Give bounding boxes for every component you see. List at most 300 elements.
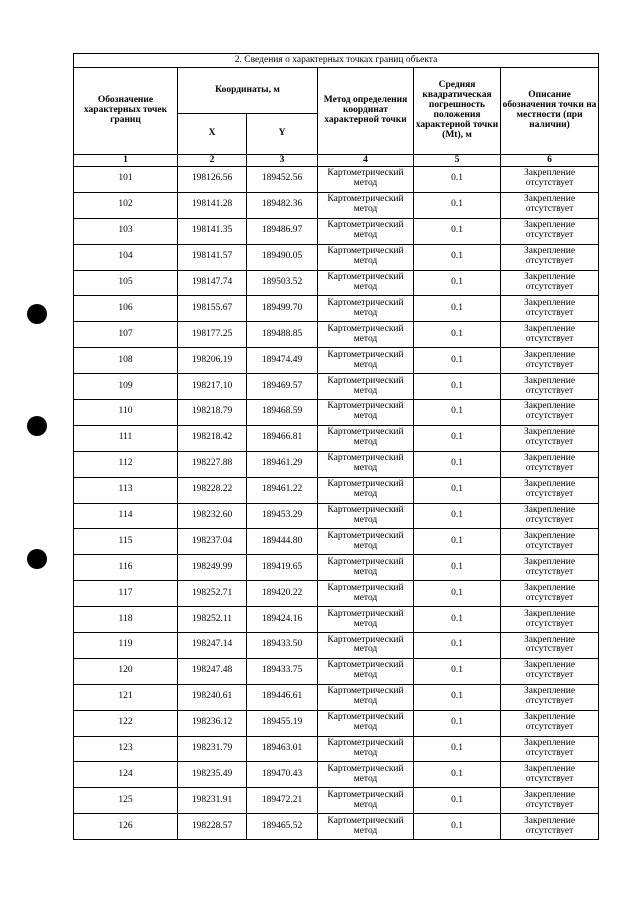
error-value: 0.1: [414, 814, 501, 840]
point-number: 125: [74, 788, 178, 814]
description-line: Закрепление: [524, 789, 576, 800]
header-designation: Обозначение характерных точек границ: [74, 68, 178, 155]
point-number: 107: [74, 322, 178, 348]
coord-y: 189466.81: [247, 425, 318, 451]
coord-y: 189486.97: [247, 218, 318, 244]
description-line: Закрепление: [524, 634, 576, 645]
coord-y: 189472.21: [247, 788, 318, 814]
point-number: 115: [74, 529, 178, 555]
description-line: отсутствует: [525, 515, 574, 526]
table-row: [74, 529, 599, 555]
description-line: отсутствует: [525, 748, 574, 759]
coord-y: 189419.65: [247, 555, 318, 581]
error-value: 0.1: [414, 425, 501, 451]
description-cell: [501, 296, 599, 322]
description-cell: [501, 607, 599, 633]
coord-x: 198247.48: [178, 658, 247, 684]
section-title: 2. Сведения о характерных точках границ объекта: [74, 54, 599, 68]
point-number: 116: [74, 555, 178, 581]
method-line: Картометрический: [327, 634, 404, 645]
description-cell: [501, 581, 599, 607]
method-cell: [318, 555, 414, 581]
coord-y: 189499.70: [247, 296, 318, 322]
binder-hole: [27, 304, 47, 324]
coord-x: 198228.22: [178, 477, 247, 503]
description-line: Закрепление: [524, 556, 576, 567]
error-value: 0.1: [414, 736, 501, 762]
method-line: Картометрический: [327, 323, 404, 334]
method-cell: [318, 348, 414, 374]
coord-y: 189503.52: [247, 270, 318, 296]
description-line: Закрепление: [524, 505, 576, 516]
error-value: 0.1: [414, 710, 501, 736]
method-line: метод: [353, 489, 378, 500]
coord-x: 198231.91: [178, 788, 247, 814]
coord-y: 189444.80: [247, 529, 318, 555]
header-coordinates: Координаты, м: [178, 68, 318, 114]
method-line: метод: [353, 178, 378, 189]
table-row: [74, 322, 599, 348]
header-description: Описание обозначения точки на местности (при наличии): [501, 68, 599, 155]
table-row: [74, 296, 599, 322]
description-line: отсутствует: [525, 256, 574, 267]
description-line: отсутствует: [525, 333, 574, 344]
description-line: отсутствует: [525, 489, 574, 500]
description-cell: [501, 788, 599, 814]
point-number: 108: [74, 348, 178, 374]
method-cell: [318, 529, 414, 555]
description-line: Закрепление: [524, 220, 576, 231]
coord-x: 198249.99: [178, 555, 247, 581]
description-line: отсутствует: [525, 385, 574, 396]
description-cell: [501, 633, 599, 659]
coord-x: 198236.12: [178, 710, 247, 736]
description-line: Закрепление: [524, 427, 576, 438]
error-value: 0.1: [414, 529, 501, 555]
coord-x: 198247.14: [178, 633, 247, 659]
method-line: Картометрический: [327, 168, 404, 179]
description-line: Закрепление: [524, 479, 576, 490]
method-line: метод: [353, 592, 378, 603]
error-value: 0.1: [414, 400, 501, 426]
method-line: метод: [353, 696, 378, 707]
coord-y: 189461.22: [247, 477, 318, 503]
table-row: [74, 244, 599, 270]
error-value: 0.1: [414, 296, 501, 322]
description-cell: [501, 658, 599, 684]
description-cell: [501, 218, 599, 244]
method-cell: [318, 374, 414, 400]
method-line: Картометрический: [327, 427, 404, 438]
column-number: 3: [247, 155, 318, 167]
coord-y: 189470.43: [247, 762, 318, 788]
coord-x: 198206.19: [178, 348, 247, 374]
error-value: 0.1: [414, 788, 501, 814]
method-line: Картометрический: [327, 349, 404, 360]
error-value: 0.1: [414, 192, 501, 218]
coord-y: 189482.36: [247, 192, 318, 218]
description-line: отсутствует: [525, 618, 574, 629]
description-line: Закрепление: [524, 660, 576, 671]
description-line: отсутствует: [525, 204, 574, 215]
point-number: 112: [74, 451, 178, 477]
coord-x: 198218.79: [178, 400, 247, 426]
point-number: 117: [74, 581, 178, 607]
description-line: Закрепление: [524, 375, 576, 386]
coord-y: 189446.61: [247, 684, 318, 710]
method-cell: [318, 477, 414, 503]
method-line: Картометрический: [327, 194, 404, 205]
point-number: 104: [74, 244, 178, 270]
error-value: 0.1: [414, 244, 501, 270]
method-line: метод: [353, 644, 378, 655]
table-row: [74, 814, 599, 840]
method-cell: [318, 788, 414, 814]
description-line: Закрепление: [524, 815, 576, 826]
description-line: Закрепление: [524, 608, 576, 619]
column-number: 6: [501, 155, 599, 167]
coord-y: 189433.50: [247, 633, 318, 659]
description-cell: [501, 529, 599, 555]
boundary-points-table: [73, 53, 599, 840]
description-line: Закрепление: [524, 763, 576, 774]
method-line: Картометрический: [327, 608, 404, 619]
coord-y: 189490.05: [247, 244, 318, 270]
description-cell: [501, 400, 599, 426]
table-row: [74, 684, 599, 710]
point-number: 120: [74, 658, 178, 684]
point-number: 126: [74, 814, 178, 840]
description-line: отсутствует: [525, 670, 574, 681]
description-line: Закрепление: [524, 712, 576, 723]
point-number: 103: [74, 218, 178, 244]
point-number: 105: [74, 270, 178, 296]
coord-x: 198227.88: [178, 451, 247, 477]
method-line: Картометрический: [327, 272, 404, 283]
method-line: метод: [353, 359, 378, 370]
method-cell: [318, 736, 414, 762]
method-line: Картометрический: [327, 479, 404, 490]
method-line: метод: [353, 540, 378, 551]
header-method: Метод определения координат характерной точки: [318, 68, 414, 155]
method-line: Картометрический: [327, 738, 404, 749]
description-cell: [501, 167, 599, 193]
description-cell: [501, 322, 599, 348]
method-line: Картометрический: [327, 815, 404, 826]
method-line: метод: [353, 437, 378, 448]
method-line: метод: [353, 230, 378, 241]
method-line: метод: [353, 333, 378, 344]
coord-y: 189474.49: [247, 348, 318, 374]
point-number: 111: [74, 425, 178, 451]
coord-y: 189461.29: [247, 451, 318, 477]
table-body: [74, 167, 599, 840]
binder-hole: [27, 549, 47, 569]
description-cell: [501, 762, 599, 788]
description-line: Закрепление: [524, 401, 576, 412]
description-line: отсутствует: [525, 282, 574, 292]
error-value: 0.1: [414, 451, 501, 477]
description-cell: [501, 814, 599, 840]
method-line: Картометрический: [327, 401, 404, 412]
table-row: [74, 581, 599, 607]
error-value: 0.1: [414, 218, 501, 244]
point-number: 106: [74, 296, 178, 322]
coord-x: 198232.60: [178, 503, 247, 529]
error-value: 0.1: [414, 607, 501, 633]
method-line: Картометрический: [327, 246, 404, 257]
table-row: [74, 788, 599, 814]
method-line: Картометрический: [327, 712, 404, 723]
coord-y: 189424.16: [247, 607, 318, 633]
description-cell: [501, 451, 599, 477]
description-line: отсутствует: [525, 825, 574, 836]
table-row: [74, 503, 599, 529]
coord-y: 189420.22: [247, 581, 318, 607]
description-line: отсутствует: [525, 799, 574, 810]
description-line: отсутствует: [525, 566, 574, 577]
coord-x: 198177.25: [178, 322, 247, 348]
coord-x: 198252.71: [178, 581, 247, 607]
description-cell: [501, 736, 599, 762]
method-cell: [318, 296, 414, 322]
description-line: Закрепление: [524, 168, 576, 179]
description-line: Закрепление: [524, 349, 576, 360]
error-value: 0.1: [414, 270, 501, 296]
point-number: 114: [74, 503, 178, 529]
description-cell: [501, 684, 599, 710]
method-cell: [318, 762, 414, 788]
coord-x: 198252.11: [178, 607, 247, 633]
coord-x: 198141.28: [178, 192, 247, 218]
point-number: 101: [74, 167, 178, 193]
coord-y: 189433.75: [247, 658, 318, 684]
table-row: [74, 477, 599, 503]
error-value: 0.1: [414, 658, 501, 684]
method-line: метод: [353, 411, 378, 422]
description-cell: [501, 555, 599, 581]
description-line: Закрепление: [524, 738, 576, 749]
table-row: [74, 736, 599, 762]
method-cell: [318, 270, 414, 296]
method-line: метод: [353, 618, 378, 629]
description-line: отсутствует: [525, 411, 574, 422]
table-row: [74, 374, 599, 400]
coord-x: 198231.79: [178, 736, 247, 762]
description-line: Закрепление: [524, 323, 576, 334]
table-row: [74, 710, 599, 736]
method-line: Картометрический: [327, 297, 404, 308]
coord-x: 198240.61: [178, 684, 247, 710]
coord-y: 189455.19: [247, 710, 318, 736]
table-row: [74, 348, 599, 374]
coord-y: 189488.85: [247, 322, 318, 348]
method-line: метод: [353, 670, 378, 681]
method-line: Картометрический: [327, 453, 404, 464]
point-number: 123: [74, 736, 178, 762]
method-line: метод: [353, 385, 378, 396]
method-cell: [318, 607, 414, 633]
point-number: 109: [74, 374, 178, 400]
method-cell: [318, 451, 414, 477]
point-number: 121: [74, 684, 178, 710]
description-cell: [501, 425, 599, 451]
method-line: Картометрический: [327, 686, 404, 697]
coord-x: 198155.67: [178, 296, 247, 322]
error-value: 0.1: [414, 581, 501, 607]
error-value: 0.1: [414, 167, 501, 193]
method-line: метод: [353, 463, 378, 474]
coord-x: 198217.10: [178, 374, 247, 400]
table-row: [74, 192, 599, 218]
error-value: 0.1: [414, 555, 501, 581]
method-cell: [318, 503, 414, 529]
error-value: 0.1: [414, 322, 501, 348]
table-row: [74, 167, 599, 193]
description-line: отсутствует: [525, 463, 574, 474]
point-number: 122: [74, 710, 178, 736]
description-cell: [501, 244, 599, 270]
coord-x: 198235.49: [178, 762, 247, 788]
description-line: отсутствует: [525, 592, 574, 603]
method-line: метод: [353, 256, 378, 267]
method-cell: [318, 684, 414, 710]
method-cell: [318, 710, 414, 736]
point-number: 119: [74, 633, 178, 659]
description-cell: [501, 192, 599, 218]
method-line: Картометрический: [327, 505, 404, 516]
method-cell: [318, 581, 414, 607]
description-line: отсутствует: [525, 178, 574, 189]
error-value: 0.1: [414, 633, 501, 659]
description-cell: [501, 710, 599, 736]
method-cell: [318, 167, 414, 193]
method-line: Картометрический: [327, 530, 404, 541]
description-line: Закрепление: [524, 582, 576, 593]
error-value: 0.1: [414, 348, 501, 374]
description-cell: [501, 270, 599, 296]
coord-y: 189465.52: [247, 814, 318, 840]
coord-y: 189469.57: [247, 374, 318, 400]
error-value: 0.1: [414, 374, 501, 400]
description-cell: [501, 503, 599, 529]
coord-x: 198228.57: [178, 814, 247, 840]
coord-x: 198141.35: [178, 218, 247, 244]
method-line: метод: [353, 282, 378, 292]
table-row: [74, 607, 599, 633]
description-line: отсутствует: [525, 359, 574, 370]
column-number: 4: [318, 155, 414, 167]
description-line: отсутствует: [525, 644, 574, 655]
method-line: Картометрический: [327, 789, 404, 800]
method-line: метод: [353, 204, 378, 215]
method-line: Картометрический: [327, 556, 404, 567]
method-line: Картометрический: [327, 220, 404, 231]
description-cell: [501, 477, 599, 503]
description-line: Закрепление: [524, 686, 576, 697]
table-row: [74, 400, 599, 426]
description-line: Закрепление: [524, 530, 576, 541]
table-row: [74, 270, 599, 296]
method-line: метод: [353, 515, 378, 526]
method-line: метод: [353, 748, 378, 759]
coord-x: 198147.74: [178, 270, 247, 296]
method-line: метод: [353, 566, 378, 577]
method-cell: [318, 425, 414, 451]
error-value: 0.1: [414, 684, 501, 710]
method-cell: [318, 322, 414, 348]
coord-y: 189453.29: [247, 503, 318, 529]
coord-x: 198237.04: [178, 529, 247, 555]
coord-x: 198141.57: [178, 244, 247, 270]
method-line: Картометрический: [327, 582, 404, 593]
method-cell: [318, 658, 414, 684]
description-line: отсутствует: [525, 773, 574, 784]
method-cell: [318, 814, 414, 840]
method-line: метод: [353, 825, 378, 836]
header-x: X: [178, 114, 247, 155]
table-row: [74, 658, 599, 684]
table-row: [74, 451, 599, 477]
method-line: Картометрический: [327, 375, 404, 386]
table-row: [74, 633, 599, 659]
table-row: [74, 218, 599, 244]
method-line: метод: [353, 773, 378, 784]
table-row: [74, 555, 599, 581]
method-line: метод: [353, 722, 378, 733]
column-number: 5: [414, 155, 501, 167]
description-line: Закрепление: [524, 297, 576, 308]
method-cell: [318, 218, 414, 244]
method-line: метод: [353, 799, 378, 810]
point-number: 118: [74, 607, 178, 633]
column-number: 1: [74, 155, 178, 167]
coord-x: 198126.56: [178, 167, 247, 193]
method-cell: [318, 192, 414, 218]
table-row: [74, 762, 599, 788]
coord-y: 189452.56: [247, 167, 318, 193]
header-y: Y: [247, 114, 318, 155]
description-line: отсутствует: [525, 696, 574, 707]
description-line: Закрепление: [524, 453, 576, 464]
method-cell: [318, 244, 414, 270]
coord-y: 189468.59: [247, 400, 318, 426]
description-line: Закрепление: [524, 194, 576, 205]
description-line: отсутствует: [525, 307, 574, 318]
point-number: 113: [74, 477, 178, 503]
description-line: отсутствует: [525, 437, 574, 448]
point-number: 124: [74, 762, 178, 788]
header-error: Средняя квадратическая погрешность положения характерной точки (Mt), м: [414, 68, 501, 155]
table-row: [74, 425, 599, 451]
method-cell: [318, 633, 414, 659]
description-line: Закрепление: [524, 272, 576, 283]
point-number: 102: [74, 192, 178, 218]
error-value: 0.1: [414, 762, 501, 788]
binder-hole: [27, 416, 47, 436]
point-number: 110: [74, 400, 178, 426]
method-line: Картометрический: [327, 660, 404, 671]
description-line: отсутствует: [525, 722, 574, 733]
coord-y: 189463.01: [247, 736, 318, 762]
description-cell: [501, 374, 599, 400]
method-line: Картометрический: [327, 763, 404, 774]
method-cell: [318, 400, 414, 426]
description-cell: [501, 348, 599, 374]
error-value: 0.1: [414, 477, 501, 503]
description-line: отсутствует: [525, 230, 574, 241]
error-value: 0.1: [414, 503, 501, 529]
